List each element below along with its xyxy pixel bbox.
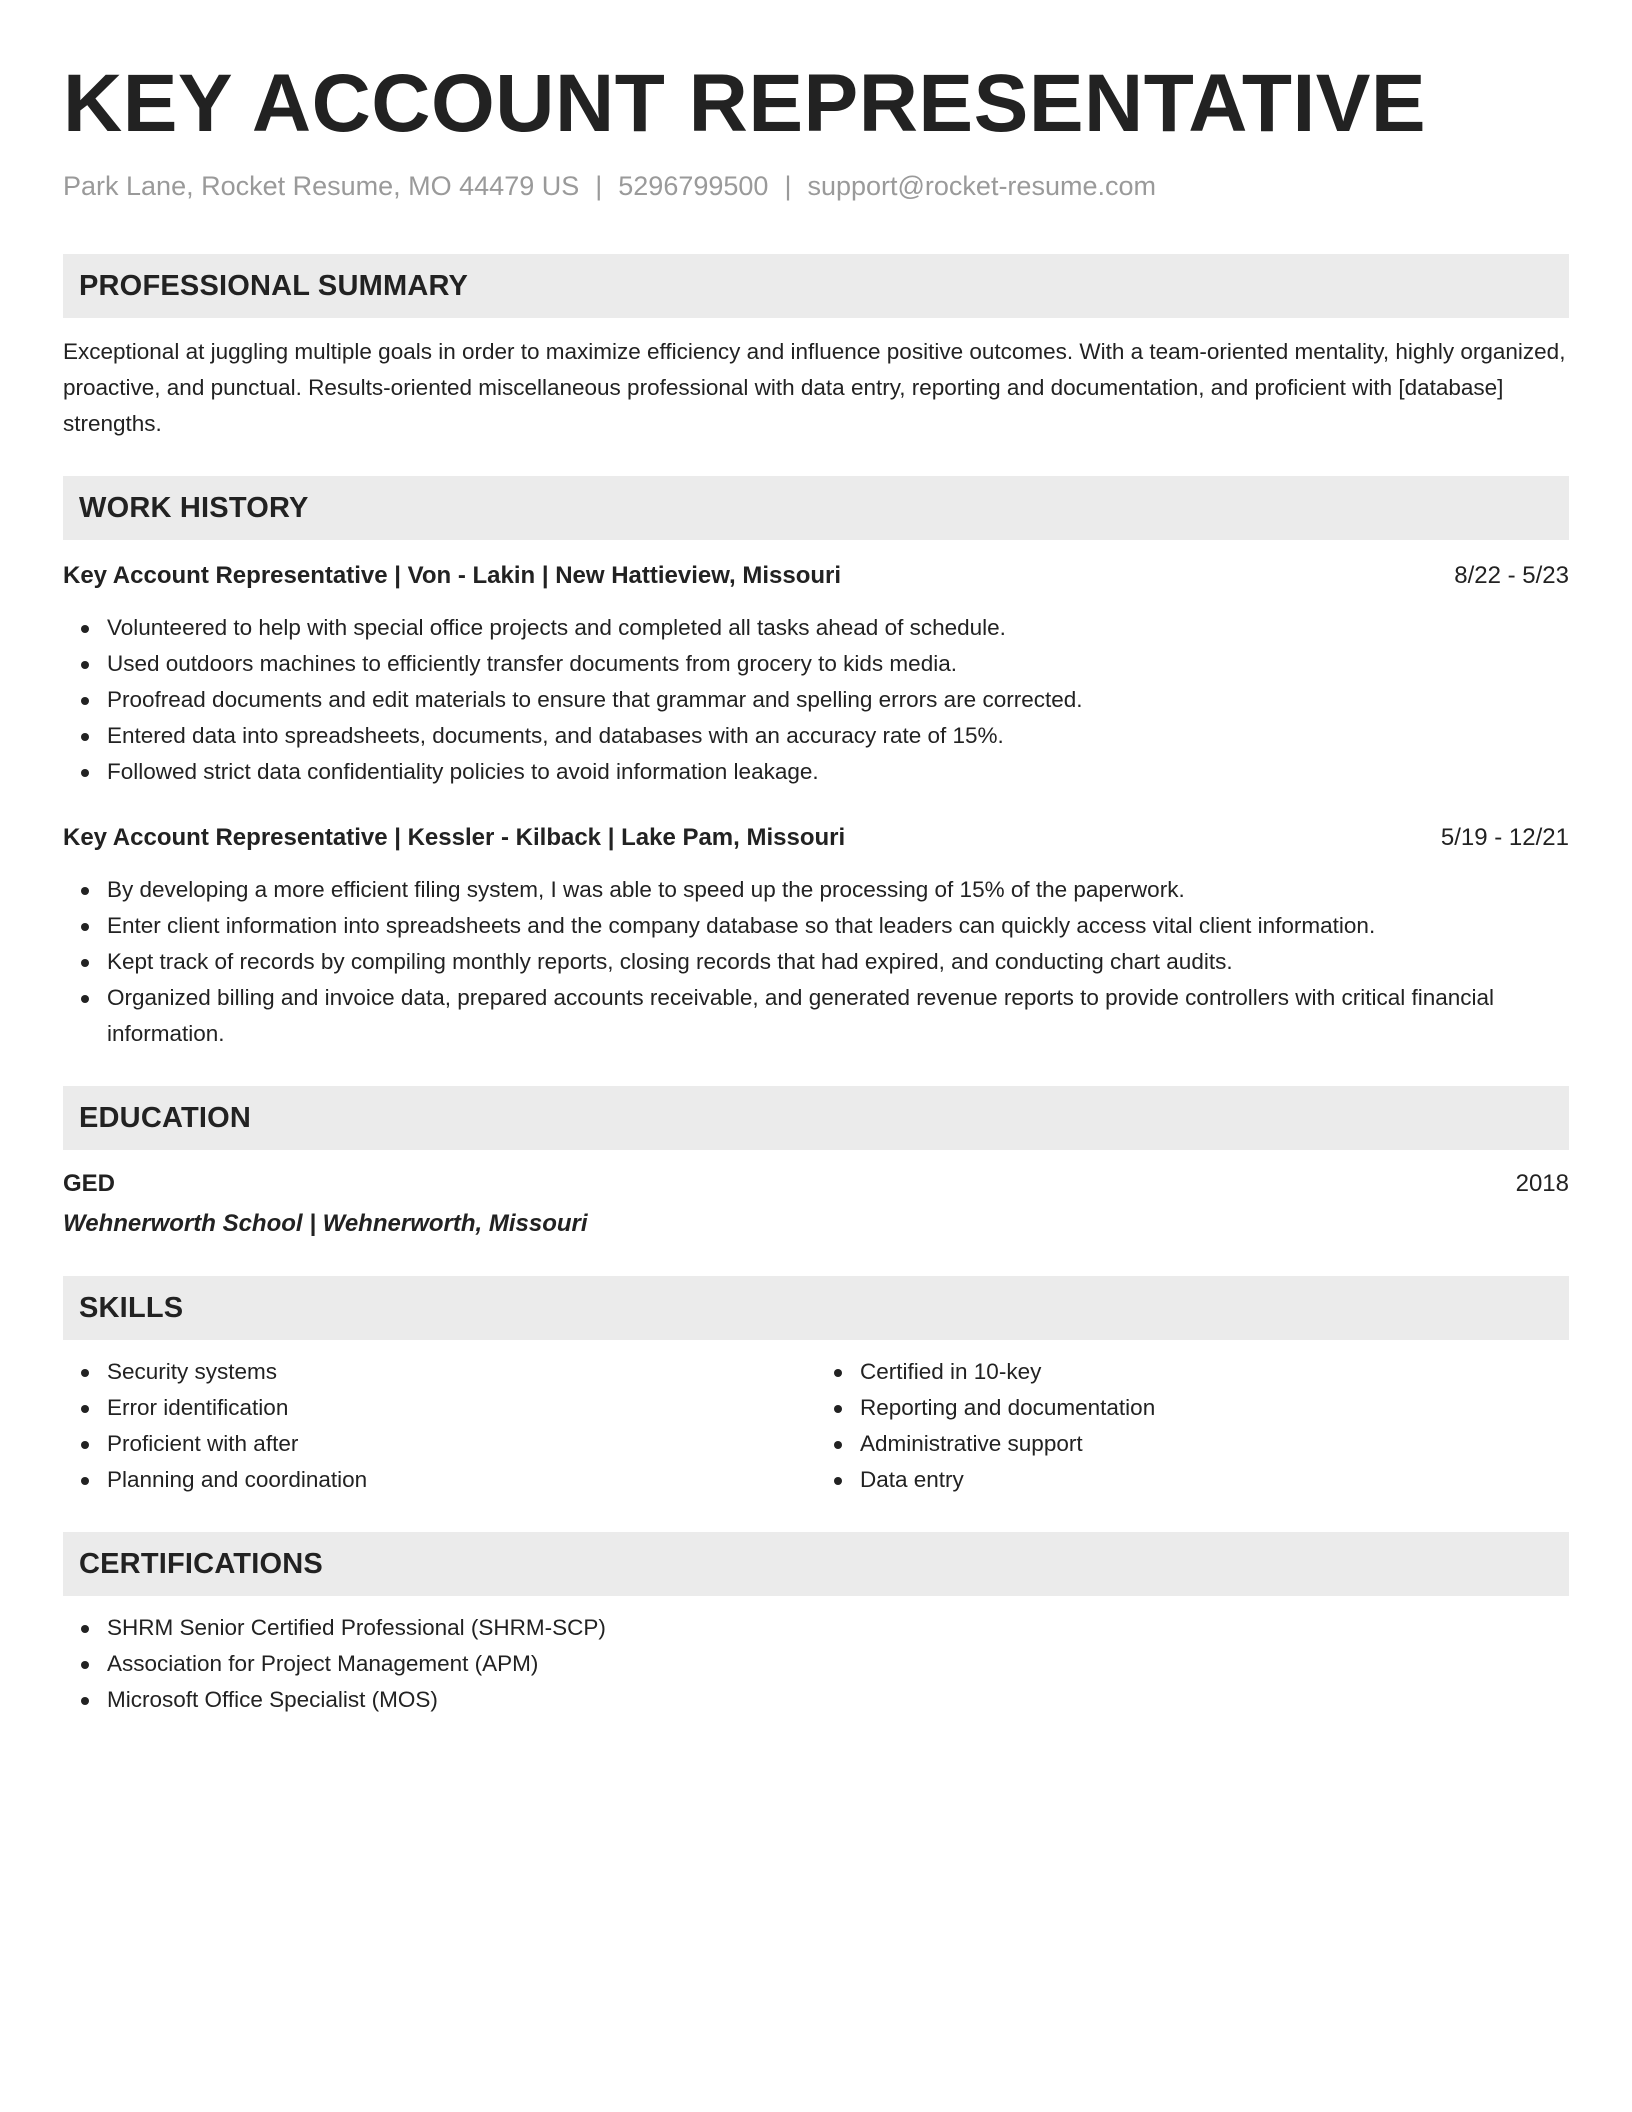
list-item: Used outdoors machines to efficiently transfer documents from grocery to kids media. bbox=[107, 646, 1569, 682]
list-item: SHRM Senior Certified Professional (SHRM-SCP) bbox=[107, 1610, 1569, 1646]
contact-address: Park Lane, Rocket Resume, MO 44479 US bbox=[63, 171, 580, 201]
job-title: Key Account Representative | Von - Lakin | New Hattieview, Missouri bbox=[63, 562, 842, 589]
section-heading-education: EDUCATION bbox=[63, 1086, 1569, 1150]
contact-separator: | bbox=[595, 171, 603, 201]
education-year: 2018 bbox=[1515, 1170, 1569, 1197]
skills-column-left bbox=[63, 1354, 816, 1498]
job-header bbox=[63, 558, 1569, 594]
list-item: Followed strict data confidentiality policies to avoid information leakage. bbox=[107, 754, 1569, 790]
list-item: Proficient with after bbox=[107, 1426, 816, 1462]
list-item: Certified in 10-key bbox=[860, 1354, 1569, 1390]
list-item: Planning and coordination bbox=[107, 1462, 816, 1498]
education-header bbox=[63, 1166, 1569, 1202]
job-title: Key Account Representative | Kessler - Kilback | Lake Pam, Missouri bbox=[63, 824, 846, 851]
list-item: Error identification bbox=[107, 1390, 816, 1426]
contact-phone: 5296799500 bbox=[618, 171, 769, 201]
list-item: Enter client information into spreadsheets and the company database so that leaders can quickly access vital client information. bbox=[107, 908, 1569, 944]
job-dates: 8/22 - 5/23 bbox=[1454, 562, 1569, 589]
summary-text: Exceptional at juggling multiple goals in order to maximize efficiency and influence positive outcomes. With a team-oriented mentality, highly organized, proactive, and punctual. Results-oriented miscellaneous professional with data entry, reporting and documentation, and proficient with [database] strengths. bbox=[63, 339, 1566, 436]
section-heading-certifications: CERTIFICATIONS bbox=[63, 1532, 1569, 1596]
certifications-list bbox=[63, 1610, 1569, 1718]
contact-separator: | bbox=[784, 171, 792, 201]
list-item: Reporting and documentation bbox=[860, 1390, 1569, 1426]
contact-email: support@rocket-resume.com bbox=[807, 171, 1156, 201]
section-heading-summary: PROFESSIONAL SUMMARY bbox=[63, 254, 1569, 318]
list-item: Entered data into spreadsheets, documents, and databases with an accuracy rate of 15%. bbox=[107, 718, 1569, 754]
section-heading-skills: SKILLS bbox=[63, 1276, 1569, 1340]
skills-list bbox=[63, 1354, 816, 1498]
list-item: Organized billing and invoice data, prepared accounts receivable, and generated revenue reports to provide controllers with critical financial information. bbox=[107, 980, 1569, 1052]
list-item: Data entry bbox=[860, 1462, 1569, 1498]
job-entry bbox=[63, 820, 1569, 1052]
list-item: Volunteered to help with special office projects and completed all tasks ahead of schedule. bbox=[107, 610, 1569, 646]
job-bullets bbox=[63, 610, 1569, 790]
job-entry bbox=[63, 558, 1569, 790]
list-item: Security systems bbox=[107, 1354, 816, 1390]
skills-column-right bbox=[816, 1354, 1569, 1498]
list-item: Kept track of records by compiling monthly reports, closing records that had expired, and conducting chart audits. bbox=[107, 944, 1569, 980]
list-item: Proofread documents and edit materials to ensure that grammar and spelling errors are corrected. bbox=[107, 682, 1569, 718]
job-dates: 5/19 - 12/21 bbox=[1440, 824, 1569, 851]
job-bullets bbox=[63, 872, 1569, 1052]
certifications-block bbox=[63, 1610, 1569, 1718]
skills-list bbox=[816, 1354, 1569, 1498]
section-heading-work-history: WORK HISTORY bbox=[63, 476, 1569, 540]
list-item: Microsoft Office Specialist (MOS) bbox=[107, 1682, 1569, 1718]
list-item: Administrative support bbox=[860, 1426, 1569, 1462]
education-school: Wehnerworth School | Wehnerworth, Missouri bbox=[63, 1210, 588, 1237]
list-item: By developing a more efficient filing system, I was able to speed up the processing of 15% of the paperwork. bbox=[107, 872, 1569, 908]
job-header bbox=[63, 820, 1569, 856]
skills-grid bbox=[63, 1354, 1569, 1498]
list-item: Association for Project Management (APM) bbox=[107, 1646, 1569, 1682]
candidate-name: KEY ACCOUNT REPRESENTATIVE bbox=[63, 58, 1427, 149]
contact-line bbox=[63, 168, 1569, 204]
education-degree: GED bbox=[63, 1170, 116, 1197]
